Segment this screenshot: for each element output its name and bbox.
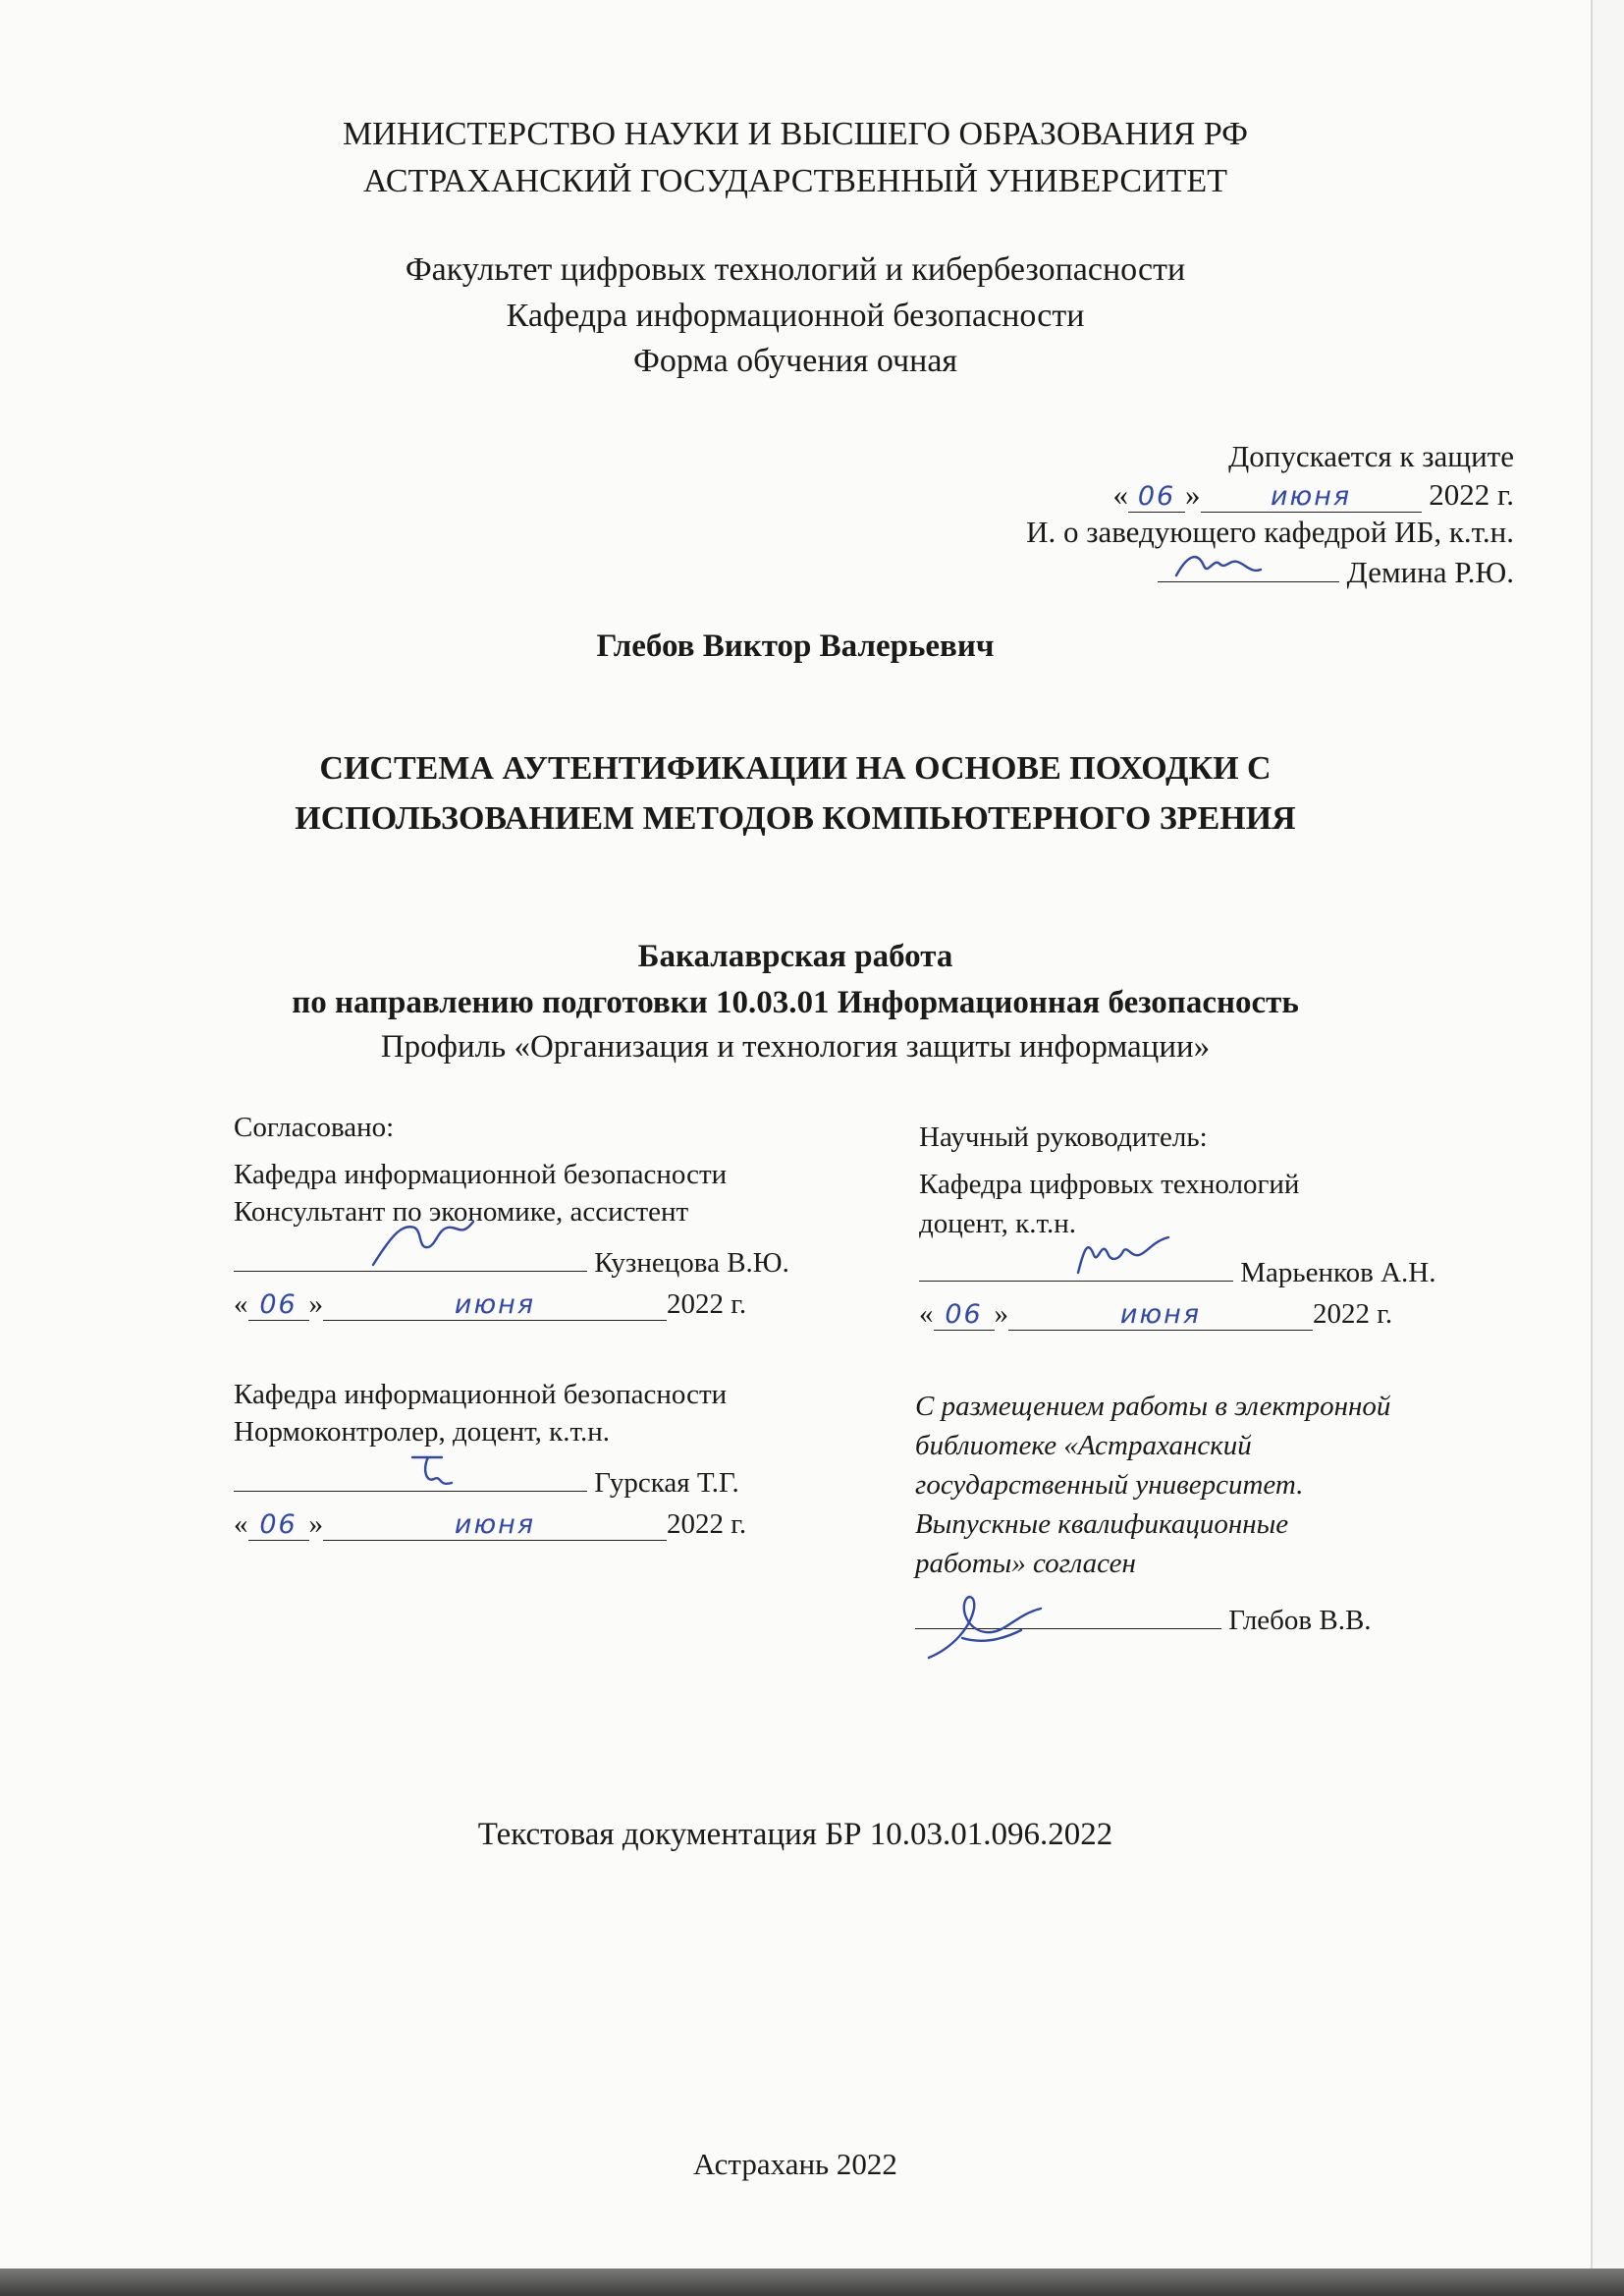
left-block2-name: Гурская Т.Г. xyxy=(594,1467,739,1499)
admission-month: июня xyxy=(1201,481,1422,513)
quote-open: « xyxy=(234,1288,248,1320)
author-name: Глебов Виктор Валерьевич xyxy=(596,629,995,664)
left-block1-year: 2022 г. xyxy=(667,1288,747,1320)
admission-day: 06 xyxy=(1128,481,1185,513)
normcontrol-signature xyxy=(403,1449,461,1493)
admission-date xyxy=(1113,477,1514,513)
student-signature xyxy=(923,1579,1060,1667)
admission-position: И. о заведующего кафедрой ИБ, к.т.н. xyxy=(1026,515,1514,549)
work-direction: по направлению подготовки 10.03.01 Информационная безопасность xyxy=(292,985,1299,1020)
consent-line1: С размещением работы в электронной xyxy=(915,1391,1391,1422)
left-block2-dept: Кафедра информационной безопасности xyxy=(234,1379,728,1410)
left-block2-signature-line xyxy=(234,1463,739,1500)
consultant-signature xyxy=(363,1214,481,1275)
left-block1-role: Консультант по экономике, ассистент xyxy=(234,1196,689,1228)
quote-open: « xyxy=(919,1298,934,1330)
left-block1-name: Кузнецова В.Ю. xyxy=(594,1247,789,1279)
university-line: АСТРАХАНСКИЙ ГОСУДАРСТВЕННЫЙ УНИВЕРСИТЕТ xyxy=(363,163,1227,199)
left-block2-date xyxy=(234,1508,746,1541)
left-block2-role: Нормоконтролер, доцент, к.т.н. xyxy=(234,1416,610,1448)
right-date xyxy=(919,1298,1392,1331)
supervisor-label: Научный руководитель: xyxy=(919,1121,1208,1153)
quote-close: » xyxy=(994,1298,1008,1330)
quote-close: » xyxy=(308,1288,323,1320)
left-block1-day: 06 xyxy=(248,1289,309,1321)
scanner-edge xyxy=(0,2269,1624,2296)
left-block1-dept: Кафедра информационной безопасности xyxy=(234,1159,728,1190)
left-block2-month: июня xyxy=(323,1509,667,1541)
consent-line2: библиотеке «Астраханский xyxy=(915,1430,1252,1461)
admission-title: Допускается к защите xyxy=(1228,439,1514,473)
right-year: 2022 г. xyxy=(1313,1298,1393,1330)
consent-line4: Выпускные квалификационные xyxy=(915,1508,1289,1540)
consent-name: Глебов В.В. xyxy=(1228,1605,1372,1636)
right-day: 06 xyxy=(934,1299,995,1331)
thesis-title-line1: СИСТЕМА АУТЕНТИФИКАЦИИ НА ОСНОВЕ ПОХОДКИ С xyxy=(319,750,1272,787)
left-block1-month: июня xyxy=(323,1289,667,1321)
admission-name: Демина Р.Ю. xyxy=(1346,555,1514,589)
supervisor-name: Марьенков А.Н. xyxy=(1240,1257,1436,1288)
quote-open: « xyxy=(1112,477,1129,512)
consent-line3: государственный университет. xyxy=(915,1469,1304,1501)
left-block1-signature-line xyxy=(234,1243,789,1280)
document-code: Текстовая документация БР 10.03.01.096.2022 xyxy=(477,1817,1113,1852)
admission-year: 2022 г. xyxy=(1429,477,1514,512)
quote-close: » xyxy=(308,1508,323,1540)
right-month: июня xyxy=(1008,1299,1313,1331)
quote-open: « xyxy=(234,1508,248,1540)
faculty-line: Факультет цифровых технологий и кибербезопасности xyxy=(405,251,1186,288)
department-line: Кафедра информационной безопасности xyxy=(506,298,1085,334)
right-dept: Кафедра цифровых технологий xyxy=(919,1169,1300,1200)
left-block2-year: 2022 г. xyxy=(667,1508,747,1540)
head-signature xyxy=(1168,546,1267,585)
consent-line5: работы» согласен xyxy=(915,1548,1136,1579)
study-form-line: Форма обучения очная xyxy=(632,343,958,379)
work-profile: Профиль «Организация и технология защиты информации» xyxy=(380,1029,1211,1065)
ministry-line: МИНИСТЕРСТВО НАУКИ И ВЫСШЕГО ОБРАЗОВАНИЯ РФ xyxy=(342,116,1249,152)
city-year: Астрахань 2022 xyxy=(693,2147,897,2181)
thesis-title-line2: ИСПОЛЬЗОВАНИЕМ МЕТОДОВ КОМПЬЮТЕРНОГО ЗРЕНИЯ xyxy=(295,800,1296,837)
agreed-label: Согласовано: xyxy=(234,1112,395,1143)
right-role: доцент, к.т.н. xyxy=(919,1208,1077,1239)
supervisor-signature xyxy=(1070,1230,1178,1279)
left-block1-date xyxy=(234,1288,746,1321)
quote-close: » xyxy=(1185,477,1201,512)
left-block2-day: 06 xyxy=(248,1509,309,1541)
work-type: Бакалаврская работа xyxy=(637,939,953,974)
